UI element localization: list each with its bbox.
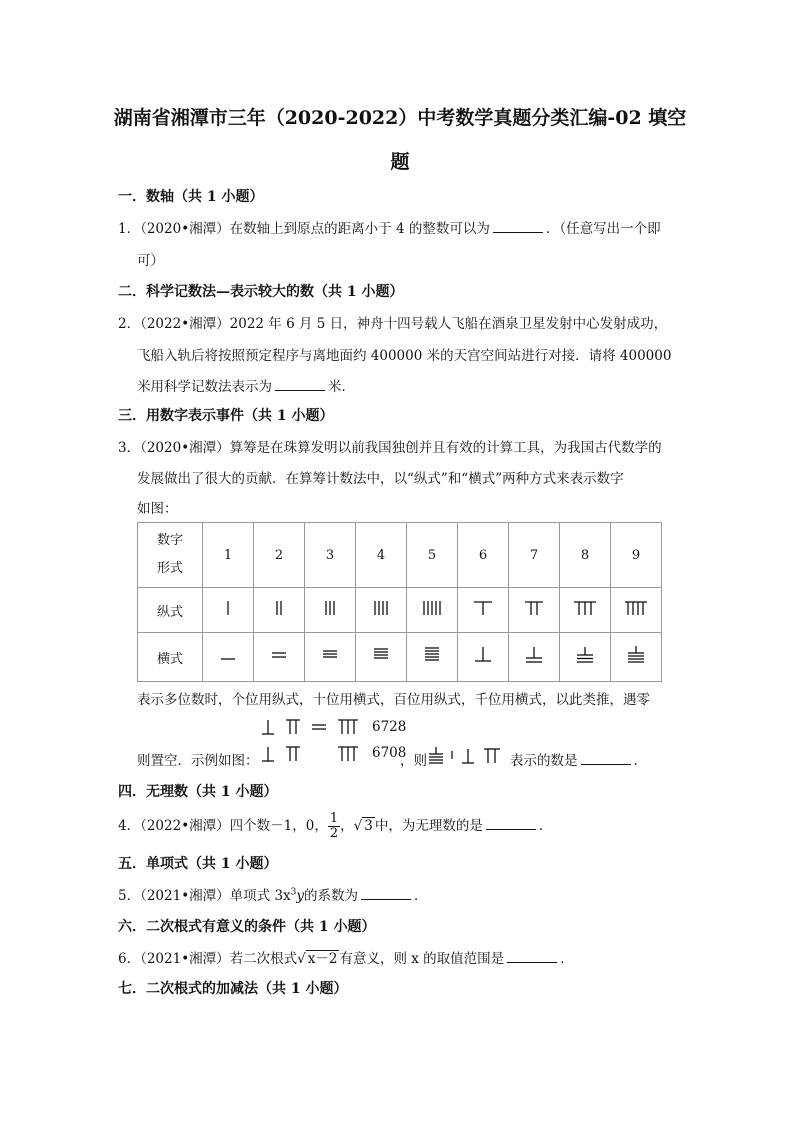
q2-line-2: 飞船入轨后将按照预定程序与离地面约 400000 米的天宫空间站进行对接．请将 400000 [137, 348, 672, 364]
rod-example-6708-figure [262, 743, 372, 765]
row-label-zong: 纵式 [138, 588, 203, 633]
title-line-2: 题 [390, 151, 410, 173]
q6-line [118, 947, 574, 967]
q3-line-5-end [510, 749, 638, 769]
sqrt-radicand: 3 [364, 818, 373, 834]
q6-text-b: 有意义，则 x 的取值范围是 [339, 951, 505, 967]
q5-text-b: 的系数为 [304, 888, 359, 904]
document-title [110, 96, 690, 184]
q2-answer-blank [275, 378, 325, 391]
q5-line [118, 884, 428, 904]
zong-rod-5 [407, 588, 458, 633]
q4-line [118, 812, 552, 841]
q5-exponent: 3 [290, 887, 297, 898]
q3-line-3: 如图： [137, 501, 178, 517]
heng-rod-9 [611, 633, 662, 682]
section-heading-4: 四．无理数（共 1 小题） [118, 784, 278, 800]
q4-text-c: 中，为无理数的是 [374, 818, 483, 834]
q3-line-2: 发展做出了很大的贡献．在算筹计数法中，以“纵式”和“横式”两种方式来表示数字 [137, 471, 624, 487]
fraction-numerator: 1 [329, 811, 339, 826]
digit-cell: 4 [356, 523, 407, 588]
q2-text-b: 米． [328, 379, 355, 395]
q5-variable-y: y [296, 888, 305, 904]
heng-rod-2 [254, 633, 305, 682]
zong-rod-2 [254, 588, 305, 633]
q3-text-b: ，则 [400, 753, 427, 769]
rod-example-2-value: 6708 [372, 745, 407, 761]
table-row-heng [138, 633, 662, 682]
header-label-1: 数字 [156, 533, 183, 548]
q1-line-2: 可） [137, 253, 164, 269]
section-heading-6: 六．二次根式有意义的条件（共 1 小题） [118, 919, 376, 935]
digit-cell: 8 [560, 523, 611, 588]
digit-cell: 7 [509, 523, 560, 588]
heng-rod-4 [356, 633, 407, 682]
q2-text-a: 米用科学记数法表示为 [137, 379, 272, 395]
heng-rod-3 [305, 633, 356, 682]
q1-line-1 [118, 217, 661, 237]
q1-answer-blank [493, 220, 543, 233]
counting-rod-table [137, 522, 662, 682]
section-heading-5: 五．单项式（共 1 小题） [118, 856, 278, 872]
q2-line-1: 2．（2022•湘潭）2022 年 6 月 5 日，神舟十四号载人飞船在酒泉卫星发射中心发射成功， [118, 316, 668, 332]
fraction-denominator: 2 [329, 826, 339, 841]
sqrt-radicand: x－2 [307, 951, 338, 967]
header-label-2: 形式 [156, 561, 183, 576]
q3-text-d: . [633, 753, 638, 769]
rod-question-figure [428, 745, 510, 767]
q5-answer-blank [361, 887, 411, 900]
sqrt-three: √ 3 [353, 818, 373, 834]
heng-rod-7 [509, 633, 560, 682]
q6-answer-blank [507, 950, 557, 963]
fraction-one-half [328, 812, 340, 841]
q1-text-b: ．（任意写出一个即 [545, 221, 661, 237]
zong-rod-6 [458, 588, 509, 633]
row-label-heng: 横式 [138, 633, 203, 682]
q4-text-b: ， [340, 818, 354, 834]
section-heading-1: 一．数轴（共 1 小题） [118, 189, 264, 205]
digit-cell: 2 [254, 523, 305, 588]
heng-rod-8 [560, 633, 611, 682]
q1-text-a: 1．（2020•湘潭）在数轴上到原点的距离小于 4 的整数可以为 [118, 221, 490, 237]
section-heading-3: 三．用数字表示事件（共 1 小题） [118, 408, 334, 424]
q3-text-a: 则置空．示例如图： [137, 753, 259, 769]
heng-rod-5 [407, 633, 458, 682]
zong-rod-4 [356, 588, 407, 633]
digit-cell: 1 [203, 523, 254, 588]
q3-line-1: 3．（2020•湘潭）算筹是在珠算发明以前我国独创并且有效的计算工具，为我国古代数学的 [118, 440, 662, 456]
digit-cell: 9 [611, 523, 662, 588]
q3-line-5 [137, 749, 259, 769]
heng-rod-1 [203, 633, 254, 682]
table-header-cell [138, 523, 203, 588]
table-row-header [138, 523, 662, 588]
table-row-zong [138, 588, 662, 633]
q6-text-c: ． [560, 951, 574, 967]
digit-cell: 3 [305, 523, 356, 588]
zong-rod-7 [509, 588, 560, 633]
q4-answer-blank [486, 817, 536, 830]
title-line-1: 湖南省湘潭市三年（2020-2022）中考数学真题分类汇编-02 填空 [113, 107, 687, 129]
rod-example-1-value: 6728 [372, 719, 407, 735]
q2-line-3 [137, 375, 355, 395]
section-heading-2: 二．科学记数法—表示较大的数（共 1 小题） [118, 284, 404, 300]
q4-text-d: ． [538, 818, 553, 834]
zong-rod-1 [203, 588, 254, 633]
q5-text-a: 5．（2021•湘潭）单项式 3x [118, 888, 291, 904]
sqrt-x-minus-2: √ x－2 [297, 951, 338, 967]
q6-text-a: 6．（2021•湘潭）若二次根式 [118, 951, 298, 967]
zong-rod-9 [611, 588, 662, 633]
digit-cell: 5 [407, 523, 458, 588]
q3-answer-blank [581, 752, 631, 765]
section-heading-7: 七．二次根式的加减法（共 1 小题） [118, 981, 348, 997]
q5-text-c: ． [414, 888, 428, 904]
zong-rod-3 [305, 588, 356, 633]
q4-text-a: 4．（2022•湘潭）四个数－1，0， [118, 818, 328, 834]
rod-example-6728-figure [262, 716, 372, 738]
q3-text-c: 表示的数是 [510, 753, 578, 769]
zong-rod-8 [560, 588, 611, 633]
q3-line-4: 表示多位数时，个位用纵式，十位用横式，百位用纵式，千位用横式，以此类推，遇零 [137, 692, 650, 708]
heng-rod-6 [458, 633, 509, 682]
digit-cell: 6 [458, 523, 509, 588]
